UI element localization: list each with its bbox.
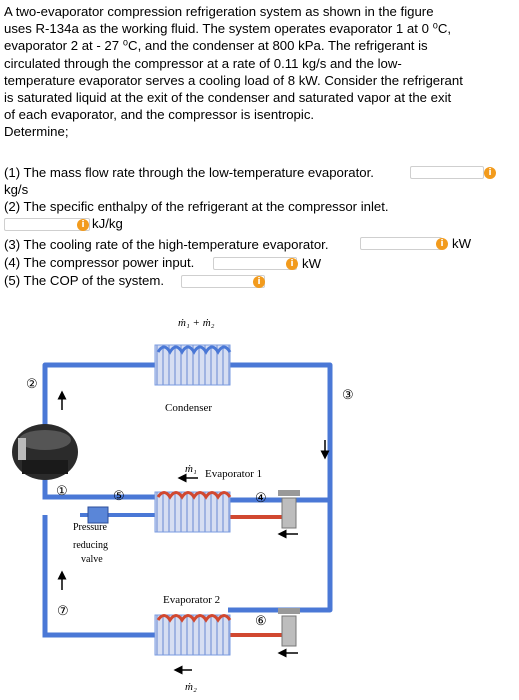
evaporator-2-label: Evaporator 2: [163, 594, 221, 606]
condenser-coil: [155, 345, 230, 385]
state-6-label: ⑥: [255, 613, 267, 628]
condenser-label: Condenser: [165, 402, 213, 414]
state-5-label: ⑤: [113, 488, 125, 503]
question-4: (4) The compressor power input.: [4, 255, 195, 270]
question-5: (5) The COP of the system.: [4, 273, 165, 288]
state-2-label: ②: [26, 376, 38, 391]
info-icon[interactable]: i: [286, 258, 298, 270]
answer-1-input[interactable]: [410, 166, 484, 179]
question-1: (1) The mass flow rate through the low-temperature evaporator.: [4, 165, 374, 180]
valve-label-line3: valve: [81, 554, 103, 565]
problem-line: temperature evaporator serves a cooling load of 8 kW. Consider the refrigerant: [4, 72, 463, 88]
problem-line: A two-evaporator compression refrigeration system as shown in the figure: [4, 4, 434, 19]
problem-statement: [4, 3, 514, 141]
expansion-valve-2: [278, 608, 300, 646]
pressure-reducing-valve: [88, 507, 108, 523]
state-7-label: ⑦: [57, 603, 69, 618]
refrigeration-system-diagram: [0, 300, 519, 700]
info-icon[interactable]: i: [77, 219, 89, 231]
info-icon[interactable]: i: [253, 276, 265, 288]
valve-label-line2: reducing: [73, 540, 108, 551]
expansion-valve-1: [278, 490, 300, 528]
state-3-label: ③: [342, 387, 354, 402]
problem-line: is saturated liquid at the exit of the condenser and saturated vapor at the exit: [4, 90, 452, 106]
m2-label: ṁ₂: [185, 681, 197, 693]
answer-1-unit: kg/s: [4, 182, 29, 197]
problem-line: uses R-134a as the working fluid. The system operates evaporator 1 at 0 ⁰C,: [4, 21, 452, 37]
problem-line: of each evaporator, and the compressor is isentropic.: [4, 107, 315, 123]
evaporator-1-coil: [155, 492, 230, 532]
evaporator-2-coil: [155, 615, 230, 655]
question-2: (2) The specific enthalpy of the refrigerant at the compressor inlet.: [4, 199, 389, 214]
question-3: (3) The cooling rate of the high-temperature evaporator.: [4, 237, 329, 252]
info-icon[interactable]: i: [436, 238, 448, 250]
answer-3-unit: kW: [452, 236, 472, 251]
answer-3-input[interactable]: [360, 237, 442, 250]
m1-label: ṁ₁: [185, 463, 197, 475]
info-icon[interactable]: i: [484, 167, 496, 179]
top-flow-label: ṁ₁ + ṁ₂: [178, 317, 215, 329]
problem-line: evaporator 2 at - 27 ⁰C, and the condenser at 800 kPa. The refrigerant is: [4, 38, 428, 54]
answer-4-unit: kW: [302, 256, 322, 271]
problem-line: Determine;: [4, 124, 69, 140]
problem-line: circulated through the compressor at a rate of 0.11 kg/s and the low-: [4, 55, 402, 71]
evaporator-1-label: Evaporator 1: [205, 468, 263, 480]
answer-2-unit: kJ/kg: [92, 216, 123, 231]
valve-label-line1: Pressure: [73, 522, 107, 533]
compressor: [12, 424, 78, 480]
answer-4-input[interactable]: [213, 257, 297, 270]
state-1-label: ①: [56, 483, 68, 498]
state-4-label: ④: [255, 490, 267, 505]
